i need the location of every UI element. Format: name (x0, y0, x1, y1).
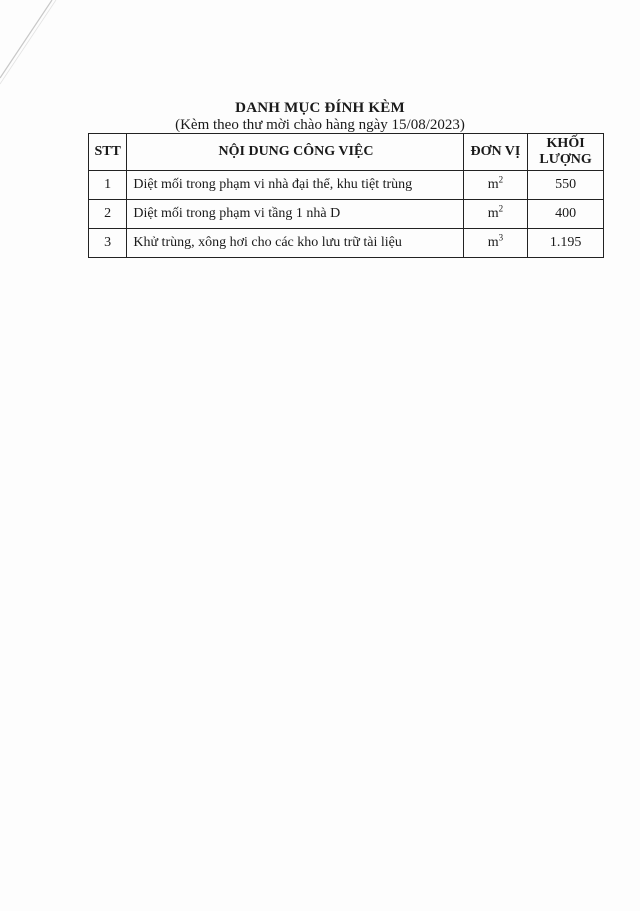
header-quantity (528, 134, 604, 171)
unit-base: m (487, 206, 499, 221)
row-stt: 3 (89, 229, 127, 258)
unit-exponent: 3 (498, 232, 504, 243)
row-unit (463, 229, 528, 258)
row-stt: 1 (89, 171, 127, 200)
row-quantity: 550 (528, 171, 604, 200)
header-quantity-line2: LƯỢNG (539, 152, 592, 167)
header-unit: ĐƠN VỊ (463, 134, 528, 171)
header-content: NỘI DUNG CÔNG VIỆC (127, 134, 463, 171)
document-title: DANH MỤC ĐÍNH KÈM (235, 100, 405, 116)
header-stt: STT (89, 134, 127, 171)
unit-base: m (487, 235, 499, 250)
unit-base: m (487, 177, 499, 192)
unit-exponent: 2 (498, 203, 504, 214)
table-row (89, 229, 604, 258)
row-unit (463, 200, 528, 229)
row-quantity: 400 (528, 200, 604, 229)
row-content: Diệt mối trong phạm vi nhà đại thể, khu tiệt trùng (127, 171, 463, 200)
row-content: Diệt mối trong phạm vi tầng 1 nhà D (127, 200, 463, 229)
table-row (89, 200, 604, 229)
row-content: Khử trùng, xông hơi cho các kho lưu trữ tài liệu (127, 229, 463, 258)
header-quantity-line1: KHỐI (546, 136, 585, 151)
unit-exponent: 2 (498, 174, 504, 185)
document-subtitle: (Kèm theo thư mời chào hàng ngày 15/08/2023) (175, 117, 465, 133)
row-quantity: 1.195 (528, 229, 604, 258)
work-items-table (88, 133, 604, 258)
paper-fold-mark (0, 0, 80, 100)
row-stt: 2 (89, 200, 127, 229)
table-header-row (89, 134, 604, 171)
row-unit (463, 171, 528, 200)
table-row (89, 171, 604, 200)
